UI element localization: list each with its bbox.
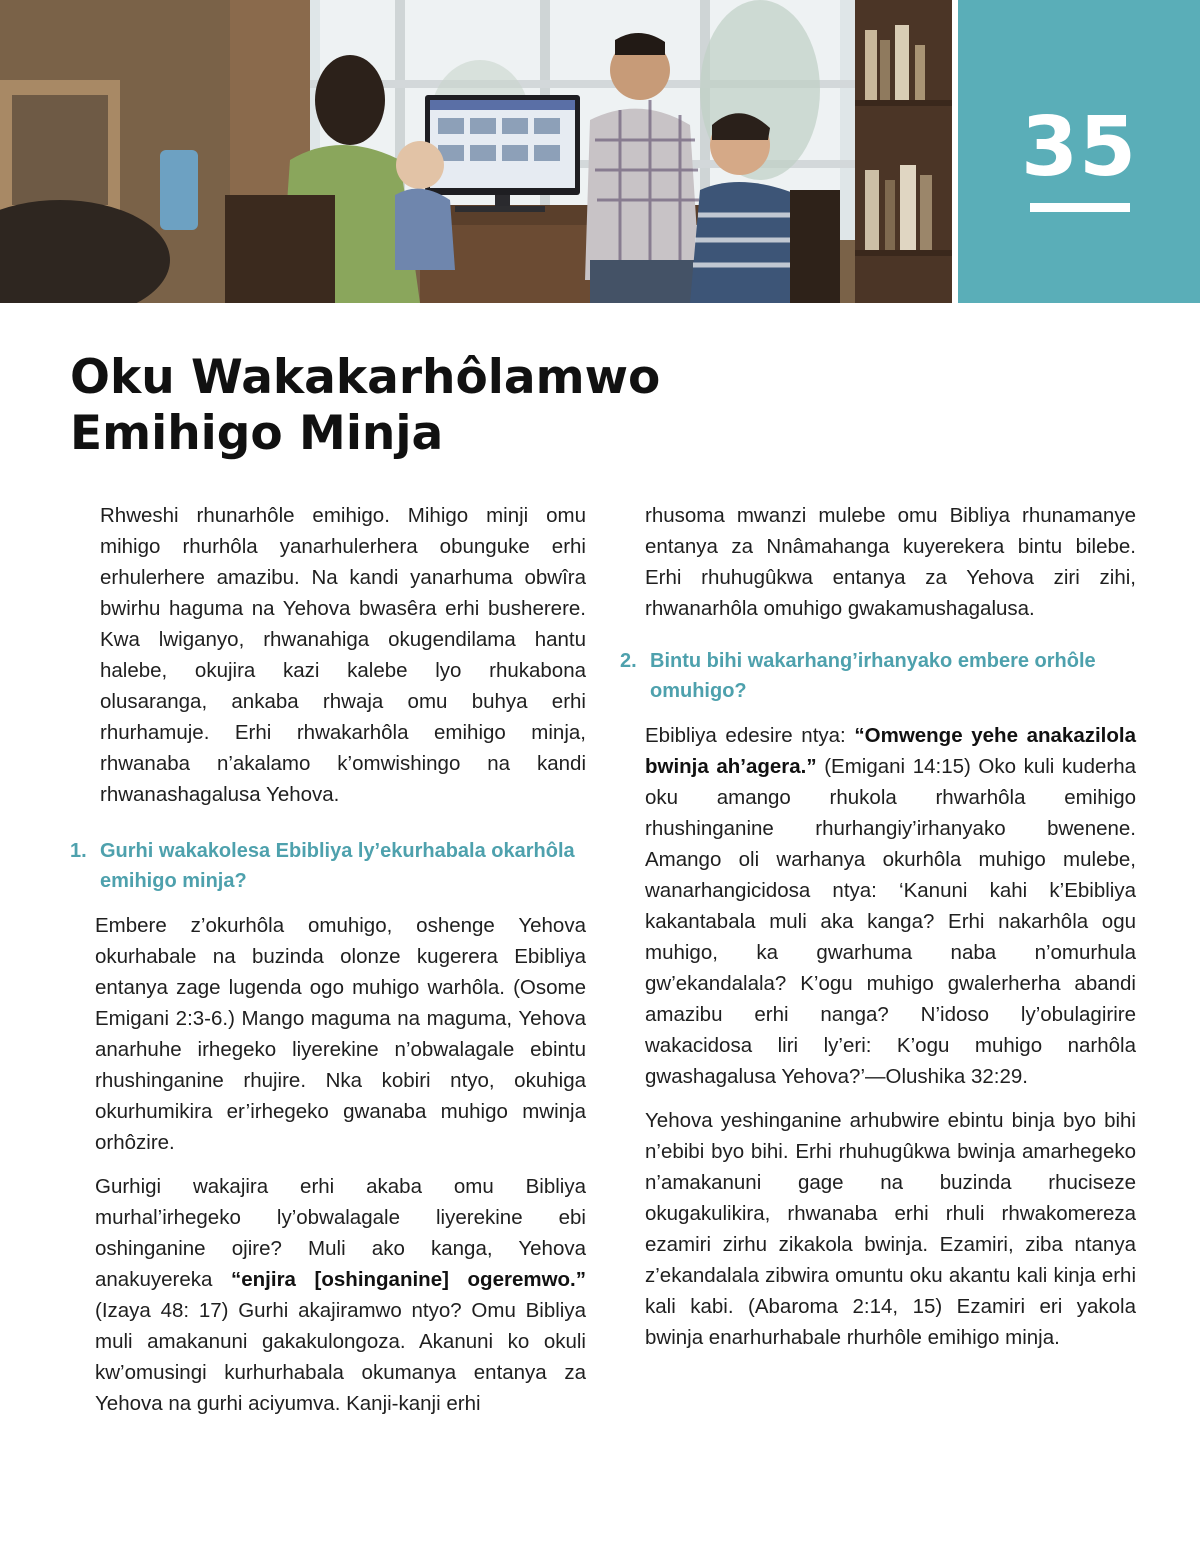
page-title: Oku Wakakarhôlamwo Emihigo Minja: [70, 350, 661, 461]
q2-p1-text-b: (Emigani 14:15) Oko kuli kuderha oku amango rhukola rhwarhôla emihigo rhushinganine rhurhangiy’irhanyako bwenene. Amango oli warhanya okurhôla muhigo mulebe, wanarhangicidosa ntya: ‘Kanuni kahi k’Ebibliya kakantabala muli aka kanga? Erhi nakarhôla ogu muhigo, ka gwarhuma naba n’omurhula gw’ekandalala? K’ogu muhigo gwalerherha abandi amazibu erhi nanga? N’idoso ly’obulagirire wakacidosa liri ly’eri: K’ogu muhigo narhôla gwashagalusa Yehova?’—Olushika 32:29.: [645, 755, 1137, 1088]
q2-p1-quote: “Omwenge yehe anakazilola bwinja ah’agera.”: [645, 724, 1136, 778]
question-1-paragraph-2: [70, 1171, 586, 1419]
lesson-number-box: [958, 0, 1200, 303]
question-2-text: Bintu bihi wakarhang’irhanyako embere orhôle omuhigo?: [650, 650, 1096, 702]
q2-p1-text-a: Ebibliya edesire ntya:: [645, 724, 855, 747]
question-2-paragraph-1: [620, 720, 1136, 1092]
question-1: [70, 836, 586, 896]
intro-paragraph: Rhweshi rhunarhôle emihigo. Mihigo minji omu mihigo rhurhôla yanarhulerhera obunguke erhi erhulerhere amazibu. Na kandi yanarhuma obwîra bwirhu haguma na Yehova bwasêra erhi busherere. Kwa lwiganyo, rhwanahiga okugendilama hantu halebe, okujira kazi kalebe lyo rhukabona olusaranga, ankaba rhwaja omu buhya erhi rhurhamuje. Erhi rhwakarhôla emihigo minja, rhwanaba n’akalamo k’omwishingo na kandi rhwanashagalusa Yehova.: [100, 504, 586, 806]
right-column: [620, 500, 1136, 1366]
question-1-paragraph-1: Embere z’okurhôla omuhigo, oshenge Yehova okurhabale na buzinda olonze kugerera Ebibliya entanya zage lugenda ogo muhigo warhôla. (Osome Emigani 2:3-6.) Mango maguma na maguma, Yehova anarhuhe irhegeko liyerekine n’obwalagale ebintu rhushinganine rhujire. Nka kobiri ntyo, okuhiga okurhumikira er’irhegeko gwanaba muhigo mwinja orhôzire.: [95, 914, 586, 1154]
question-2: [620, 646, 1136, 706]
question-2-paragraph-2: Yehova yeshinganine arhubwire ebintu binja byo bihi n’ebibi byo bihi. Erhi rhuhugûkwa bwinja amarhegeko n’amakanuni gage na buzinda rhuciseze okugakulikira, rhwanaba erhi rhuli rhwakomereza ezamiri zirhu zikakola bwinja. Ezamiri, ziba ntanya z’ekandalala zibwira omuntu oku akantu kali kinja erhi kali kabi. (Abaroma 2:14, 15) Ezamiri eri yakola bwinja enarhurhabale rhurhôle emihigo minja.: [645, 1109, 1136, 1349]
lesson-number: 35: [1020, 100, 1138, 195]
lesson-number-underline: [1030, 203, 1130, 212]
question-2-number: 2.: [620, 650, 637, 672]
question-1-text: Gurhi wakakolesa Ebibliya ly’ekurhabala okarhôla emihigo minja?: [100, 840, 575, 892]
question-1-continued: rhusoma mwanzi mulebe omu Bibliya rhunamanye entanya za Nnâmahanga kuyerekera bintu bilebe. Erhi rhuhugûkwa entanya za Yehova ziri zihi, rhwanarhôla omuhigo gwakamushagalusa.: [645, 504, 1136, 620]
q1-p2-text-a: Gurhigi wakajira erhi akaba omu Bibliya murhal’irhegeko ly’obwalagale liyerekine ebi oshinganine ojire? Muli ako kanga, Yehova anakuyereka: [95, 1175, 586, 1291]
left-column: [70, 500, 586, 1432]
family-at-computer-illustration: [0, 0, 952, 303]
q1-p2-text-b: (Izaya 48: 17) Gurhi akajiramwo ntyo? Omu Bibliya muli amakanuni gakakulongoza. Akanuni ko okuli kw’omusingi kurhurhabala okumanya entanya za Yehova na gurhi aciyumva. Kanji-kanji erhi: [95, 1299, 586, 1415]
q1-p2-quote: “enjira [oshinganine] ogeremwo.”: [231, 1268, 586, 1291]
hero-photo: [0, 0, 952, 303]
question-1-number: 1.: [70, 840, 87, 862]
